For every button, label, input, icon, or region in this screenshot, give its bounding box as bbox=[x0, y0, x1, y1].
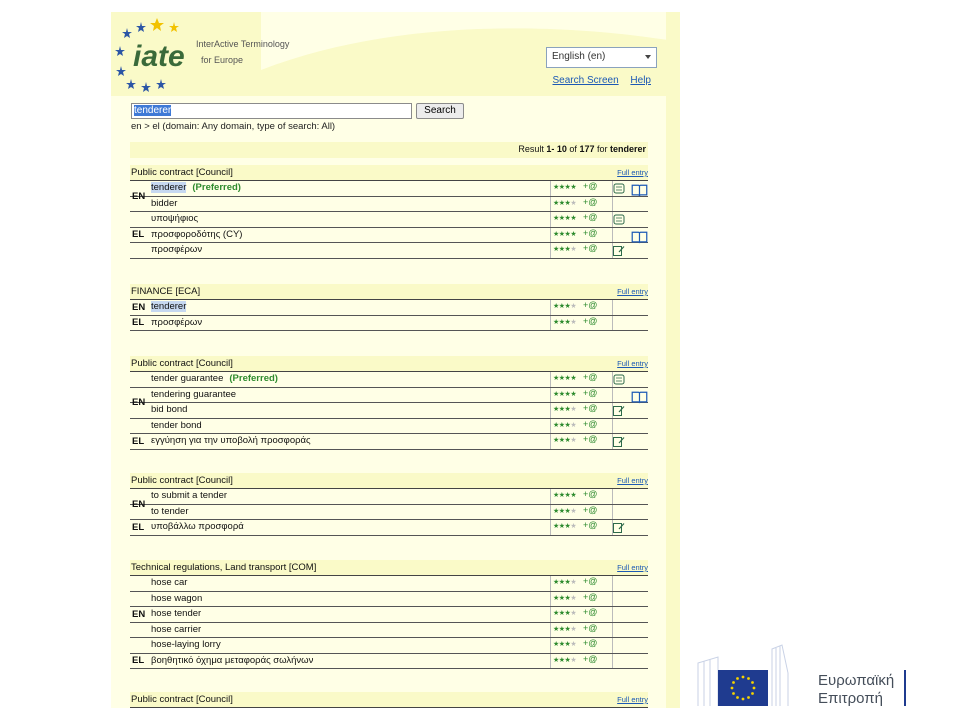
feedback-mail-icon[interactable]: +@ bbox=[583, 403, 598, 413]
feedback-mail-icon[interactable]: +@ bbox=[583, 607, 598, 617]
term-row bbox=[130, 654, 648, 670]
feedback-mail-icon[interactable]: +@ bbox=[583, 181, 598, 191]
language-code-label: EN bbox=[132, 301, 146, 313]
full-entry-link[interactable]: Full entry bbox=[617, 476, 648, 485]
feedback-mail-icon[interactable]: +@ bbox=[583, 315, 598, 326]
term-label: to tender bbox=[151, 505, 189, 517]
term-row bbox=[130, 181, 648, 197]
term-label: bid bond bbox=[151, 404, 188, 415]
term-text[interactable] bbox=[151, 373, 278, 384]
term-text[interactable] bbox=[151, 420, 202, 431]
result-count-bar bbox=[130, 142, 648, 158]
feedback-mail-icon[interactable]: +@ bbox=[583, 434, 598, 444]
column-divider bbox=[550, 372, 551, 387]
language-code-label: EN bbox=[132, 397, 146, 408]
term-row bbox=[130, 243, 648, 259]
section-header bbox=[130, 165, 648, 181]
column-divider bbox=[550, 592, 551, 607]
term-label: tenderer bbox=[151, 301, 187, 312]
section-title: Public contract [Council] bbox=[131, 694, 233, 705]
term-text[interactable] bbox=[151, 593, 202, 604]
reliability-stars-icon: ★★★★ bbox=[553, 318, 577, 326]
section-title: Public contract [Council] bbox=[131, 475, 233, 486]
term-text[interactable] bbox=[151, 182, 241, 193]
column-divider bbox=[550, 316, 551, 331]
term-text[interactable] bbox=[151, 506, 189, 517]
reliability-stars-icon: ★★★★ bbox=[553, 594, 577, 602]
feedback-mail-icon[interactable]: +@ bbox=[583, 489, 598, 499]
term-row bbox=[130, 197, 648, 213]
reliability-stars-icon: ★★★★ bbox=[553, 390, 577, 398]
term-row bbox=[130, 505, 648, 521]
term-text[interactable] bbox=[151, 213, 198, 224]
term-row bbox=[130, 316, 648, 332]
term-text[interactable] bbox=[151, 608, 201, 619]
term-text[interactable] bbox=[151, 435, 311, 446]
flag-star bbox=[742, 676, 745, 679]
reliability-stars-icon: ★★★★ bbox=[553, 437, 577, 444]
full-entry-link[interactable]: Full entry bbox=[617, 695, 648, 704]
book-icon[interactable] bbox=[631, 184, 648, 197]
term-label: προσφοροδότης (CY) bbox=[151, 228, 243, 240]
column-divider bbox=[550, 403, 551, 418]
iate-logo[interactable] bbox=[113, 16, 201, 92]
result-term: tenderer bbox=[609, 144, 646, 154]
term-text[interactable] bbox=[151, 404, 187, 415]
reliability-stars-icon: ★★★★ bbox=[553, 656, 577, 664]
flag-star bbox=[747, 696, 750, 699]
edit-icon[interactable] bbox=[613, 436, 625, 447]
term-row bbox=[130, 592, 648, 608]
term-row bbox=[130, 212, 648, 228]
language-select-value: English (en) bbox=[552, 51, 606, 62]
result-total: 177 bbox=[579, 144, 595, 154]
column-divider bbox=[550, 489, 551, 504]
column-divider bbox=[612, 505, 613, 520]
iate-page bbox=[111, 12, 680, 708]
language-code-label: EL bbox=[132, 655, 145, 667]
column-divider bbox=[612, 654, 613, 669]
column-divider bbox=[550, 243, 551, 258]
term-row bbox=[130, 228, 648, 244]
flag-star bbox=[751, 692, 754, 695]
column-divider bbox=[550, 638, 551, 653]
reliability-stars-icon: ★★★★ bbox=[553, 199, 577, 207]
column-divider bbox=[550, 228, 551, 243]
term-row bbox=[130, 403, 648, 419]
flag-star bbox=[742, 698, 745, 701]
column-divider bbox=[550, 300, 551, 315]
result-section bbox=[130, 284, 648, 331]
result-section bbox=[130, 165, 648, 259]
language-code-label: EN bbox=[132, 498, 146, 510]
section-header bbox=[130, 692, 648, 708]
term-label: hose tender bbox=[151, 608, 202, 619]
european-commission-logo bbox=[690, 643, 910, 706]
section-header bbox=[130, 356, 648, 372]
term-label: tendering guarantee bbox=[151, 388, 237, 400]
term-label: προσφέρων bbox=[151, 316, 203, 328]
feedback-mail-icon[interactable]: +@ bbox=[583, 520, 598, 530]
top-links bbox=[543, 75, 651, 86]
term-label: tender guarantee bbox=[151, 373, 224, 384]
term-row bbox=[130, 419, 648, 435]
reliability-stars-icon: ★★★★ bbox=[553, 625, 577, 633]
flag-star bbox=[736, 677, 739, 680]
reliability-stars-icon: ★★★★ bbox=[553, 421, 577, 429]
language-select[interactable] bbox=[546, 47, 657, 68]
book-icon[interactable] bbox=[631, 231, 648, 244]
term-label: υποψήφιος bbox=[151, 213, 199, 224]
term-label: υποβάλλω προσφορά bbox=[151, 521, 244, 532]
flag-star bbox=[747, 677, 750, 680]
column-divider bbox=[612, 592, 613, 607]
section-title: Public contract [Council] bbox=[131, 358, 233, 369]
edit-icon[interactable] bbox=[613, 405, 625, 416]
term-row bbox=[130, 607, 648, 623]
commission-bar bbox=[904, 670, 906, 706]
search-input[interactable] bbox=[131, 103, 412, 119]
section-header bbox=[130, 560, 648, 576]
term-label: hose car bbox=[151, 577, 188, 588]
result-section bbox=[130, 560, 648, 669]
reliability-stars-icon: ★★★★ bbox=[553, 215, 577, 222]
feedback-mail-icon[interactable]: +@ bbox=[583, 372, 598, 382]
script-icon[interactable] bbox=[613, 214, 625, 225]
search-button[interactable]: Search bbox=[416, 103, 464, 119]
column-divider bbox=[550, 505, 551, 520]
full-entry-link[interactable]: Full entry bbox=[617, 168, 648, 177]
feedback-mail-icon[interactable]: +@ bbox=[583, 653, 598, 664]
help-link[interactable]: Help bbox=[630, 75, 651, 86]
reliability-stars-icon: ★★★★ bbox=[553, 246, 577, 253]
reliability-stars-icon: ★★★★ bbox=[553, 579, 577, 586]
full-entry-link[interactable]: Full entry bbox=[617, 287, 648, 296]
term-label: hose carrier bbox=[151, 623, 202, 635]
book-icon[interactable] bbox=[631, 391, 648, 404]
term-text[interactable] bbox=[151, 389, 236, 400]
reliability-stars-icon: ★★★★ bbox=[553, 406, 577, 413]
column-divider bbox=[550, 654, 551, 669]
column-divider bbox=[612, 388, 613, 403]
term-row bbox=[130, 576, 648, 592]
column-divider bbox=[550, 434, 551, 449]
term-label: tenderer bbox=[151, 182, 187, 193]
reliability-stars-icon: ★★★★ bbox=[553, 184, 577, 191]
term-row bbox=[130, 388, 648, 404]
term-text[interactable] bbox=[151, 655, 313, 666]
column-divider bbox=[612, 419, 613, 434]
term-text[interactable] bbox=[151, 301, 186, 312]
script-icon[interactable] bbox=[613, 374, 625, 385]
full-entry-link[interactable]: Full entry bbox=[617, 359, 648, 368]
column-divider bbox=[612, 316, 613, 331]
column-divider bbox=[550, 623, 551, 638]
term-label: hose wagon bbox=[151, 592, 203, 604]
section-title: FINANCE [ECA] bbox=[131, 286, 201, 297]
section-title: Public contract [Council] bbox=[131, 167, 233, 178]
feedback-mail-icon[interactable]: +@ bbox=[583, 196, 598, 207]
term-text[interactable] bbox=[151, 229, 242, 240]
column-divider bbox=[612, 197, 613, 212]
column-divider bbox=[612, 576, 613, 591]
column-divider bbox=[550, 419, 551, 434]
reliability-stars-icon: ★★★★ bbox=[553, 523, 577, 530]
term-row bbox=[130, 489, 648, 505]
column-divider bbox=[550, 212, 551, 227]
reliability-stars-icon: ★★★★ bbox=[553, 375, 577, 382]
flag-star bbox=[732, 692, 735, 695]
term-label: προσφέρων bbox=[151, 244, 203, 255]
reliability-stars-icon: ★★★★ bbox=[553, 641, 577, 648]
search-info: en > el (domain: Any domain, type of search: All) bbox=[131, 121, 336, 132]
reliability-stars-icon: ★★★★ bbox=[553, 507, 577, 515]
flag-star bbox=[753, 687, 756, 690]
term-text[interactable] bbox=[151, 521, 244, 532]
term-text[interactable] bbox=[151, 639, 221, 650]
feedback-mail-icon[interactable]: +@ bbox=[583, 591, 598, 602]
column-divider bbox=[612, 638, 613, 653]
reliability-stars-icon: ★★★★ bbox=[553, 610, 577, 617]
term-text[interactable] bbox=[151, 624, 201, 635]
term-row bbox=[130, 638, 648, 654]
section-header bbox=[130, 473, 648, 489]
term-label: to submit a tender bbox=[151, 490, 228, 501]
chevron-down-icon bbox=[645, 55, 651, 59]
flag-star bbox=[732, 681, 735, 684]
term-label: εγγύηση για την υποβολή προσφοράς bbox=[151, 435, 311, 446]
edit-icon[interactable] bbox=[613, 245, 625, 256]
column-divider bbox=[550, 197, 551, 212]
tagline-line2: for Europe bbox=[201, 55, 244, 65]
note-icon[interactable] bbox=[613, 183, 625, 194]
language-code-label: EN bbox=[132, 190, 146, 202]
edit-icon[interactable] bbox=[613, 522, 625, 533]
feedback-mail-icon[interactable]: +@ bbox=[583, 576, 598, 586]
preferred-badge: (Preferred) bbox=[192, 182, 241, 193]
term-label: tender bond bbox=[151, 419, 202, 431]
column-divider bbox=[612, 623, 613, 638]
term-row bbox=[130, 623, 648, 639]
result-section bbox=[130, 356, 648, 450]
term-text[interactable] bbox=[151, 577, 187, 588]
column-divider bbox=[550, 181, 551, 196]
feedback-mail-icon[interactable]: +@ bbox=[583, 387, 598, 398]
term-row bbox=[130, 372, 648, 388]
feedback-mail-icon[interactable]: +@ bbox=[583, 227, 598, 238]
term-text[interactable] bbox=[151, 244, 202, 255]
column-divider bbox=[612, 300, 613, 315]
reliability-stars-icon: ★★★★ bbox=[553, 230, 577, 238]
search-query: tenderer bbox=[134, 105, 172, 116]
section-title: Technical regulations, Land transport [COM] bbox=[131, 562, 317, 573]
eu-flag-icon bbox=[718, 670, 768, 706]
column-divider bbox=[612, 489, 613, 504]
tagline-line1: InterActive Terminology bbox=[196, 39, 290, 49]
language-code-label: EL bbox=[132, 317, 145, 329]
preferred-badge: (Preferred) bbox=[229, 373, 278, 384]
feedback-mail-icon[interactable]: +@ bbox=[583, 638, 598, 648]
commission-name-line2: Επιτροπή bbox=[818, 690, 883, 707]
language-code-label: EL bbox=[132, 435, 145, 447]
term-text[interactable] bbox=[151, 317, 202, 328]
result-range: 1- 10 bbox=[546, 144, 567, 154]
column-divider bbox=[612, 228, 613, 243]
result-section bbox=[130, 473, 648, 536]
feedback-mail-icon[interactable]: +@ bbox=[583, 300, 598, 310]
column-divider bbox=[550, 607, 551, 622]
full-entry-link[interactable]: Full entry bbox=[617, 563, 648, 572]
feedback-mail-icon[interactable]: +@ bbox=[583, 212, 598, 222]
flag-star bbox=[731, 687, 734, 690]
logo-tagline bbox=[196, 36, 289, 68]
feedback-mail-icon[interactable]: +@ bbox=[583, 418, 598, 429]
result-section bbox=[130, 692, 648, 708]
term-row bbox=[130, 300, 648, 316]
commission-name-line1: Ευρωπαϊκή bbox=[818, 672, 895, 689]
language-code-label: EL bbox=[132, 521, 145, 533]
result-of: of bbox=[566, 144, 580, 154]
term-label: hose-laying lorry bbox=[151, 639, 221, 650]
reliability-stars-icon: ★★★★ bbox=[553, 492, 577, 499]
feedback-mail-icon[interactable]: +@ bbox=[583, 243, 598, 253]
term-label: βοηθητικό όχημα μεταφοράς σωλήνων bbox=[151, 654, 314, 666]
term-label: bidder bbox=[151, 197, 178, 209]
feedback-mail-icon[interactable]: +@ bbox=[583, 504, 598, 515]
panel-right-band bbox=[666, 12, 680, 708]
term-text[interactable] bbox=[151, 198, 177, 209]
column-divider bbox=[550, 576, 551, 591]
language-code-label: EN bbox=[132, 608, 146, 620]
language-code-label: EL bbox=[132, 229, 145, 241]
reliability-stars-icon: ★★★★ bbox=[553, 303, 577, 310]
search-screen-link[interactable]: Search Screen bbox=[552, 75, 619, 86]
column-divider bbox=[550, 520, 551, 535]
flag-star bbox=[736, 696, 739, 699]
result-for: for bbox=[594, 144, 610, 154]
commission-name bbox=[818, 672, 894, 708]
term-row bbox=[130, 520, 648, 536]
column-divider bbox=[612, 607, 613, 622]
flag-star bbox=[751, 681, 754, 684]
column-divider bbox=[550, 388, 551, 403]
section-header bbox=[130, 284, 648, 300]
feedback-mail-icon[interactable]: +@ bbox=[583, 622, 598, 633]
result-prefix: Result bbox=[518, 144, 547, 154]
term-text[interactable] bbox=[151, 490, 227, 501]
logo-text: iate bbox=[133, 40, 185, 73]
term-row bbox=[130, 434, 648, 450]
